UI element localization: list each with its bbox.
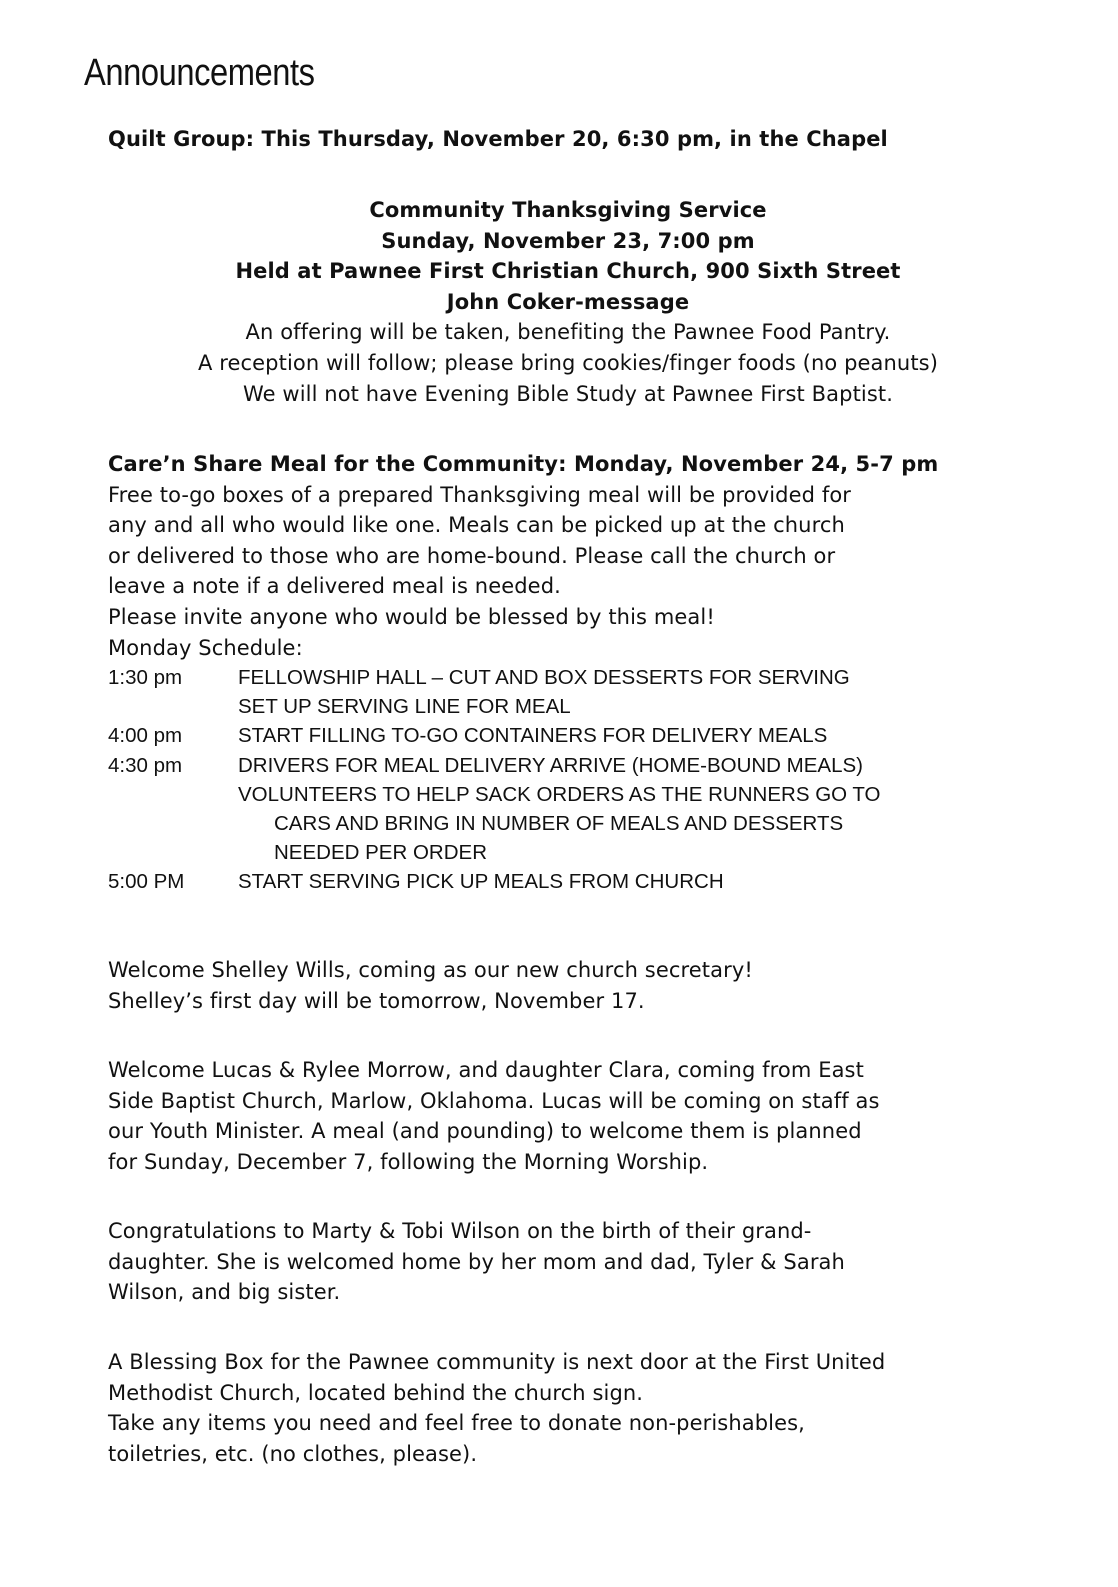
secretary-welcome-line: Welcome Shelley Wills, coming as our new church secretary! [108,958,753,982]
schedule-row [108,867,1028,896]
schedule-time: 4:30 pm [108,753,183,777]
schedule-tasks [238,751,1028,868]
caren-share-line: or delivered to those who are home-bound. Please call the church or [108,543,836,568]
thanksgiving-service-speaker: John Coker-message [446,289,690,314]
blessing-box-line: A Blessing Box for the Pawnee community is next door at the First United [108,1350,886,1374]
schedule-task: NEEDED PER ORDER [274,841,488,865]
thanksgiving-service-announcement [108,195,1028,409]
caren-share-line: leave a note if a delivered meal is needed. [108,574,561,599]
schedule-task: START SERVING PICK UP MEALS FROM CHURCH [238,870,724,894]
monday-schedule-label: Monday Schedule: [108,635,303,660]
wilson-congratulations-announcement [108,1216,1028,1308]
schedule-tasks [238,663,1028,721]
secretary-welcome-announcement [108,955,1028,1016]
schedule-tasks [238,721,1028,750]
schedule-task: CARS AND BRING IN NUMBER OF MEALS AND DESSERTS [274,812,844,836]
schedule-time: 5:00 PM [108,870,185,894]
schedule-task: FELLOWSHIP HALL – CUT AND BOX DESSERTS FOR SERVING [238,666,850,689]
wilson-congratulations-line: Congratulations to Marty & Tobi Wilson on the birth of their grand- [108,1219,812,1243]
schedule-task: SET UP SERVING LINE FOR MEAL [238,695,571,719]
caren-share-announcement [108,449,1028,663]
thanksgiving-service-date: Sunday, November 23, 7:00 pm [381,228,755,253]
thanksgiving-service-location: Held at Pawnee First Christian Church, 900 Sixth Street [235,259,901,284]
schedule-row [108,751,1028,868]
quilt-group-text: Quilt Group: This Thursday, November 20, 6:30 pm, in the Chapel [108,127,888,151]
caren-share-heading: Care’n Share Meal for the Community: Monday, November 24, 5-7 pm [108,452,939,476]
thanksgiving-service-title: Community Thanksgiving Service [369,198,767,222]
schedule-time: 1:30 pm [108,666,183,689]
caren-share-invite: Please invite anyone who would be blessed by this meal! [108,604,715,629]
caren-share-line: any and all who would like one. Meals can be picked up at the church [108,513,845,538]
page-title: Announcements [84,52,315,94]
schedule-tasks [238,867,1028,896]
schedule-task: DRIVERS FOR MEAL DELIVERY ARRIVE (HOME-BOUND MEALS) [238,753,863,777]
morrow-welcome-line: Side Baptist Church, Marlow, Oklahoma. Lucas will be coming on staff as [108,1088,880,1113]
blessing-box-line: Methodist Church, located behind the church sign. [108,1380,644,1405]
schedule-task: START FILLING TO-GO CONTAINERS FOR DELIVERY MEALS [238,724,828,748]
blessing-box-line: toiletries, etc. (no clothes, please). [108,1441,478,1466]
wilson-congratulations-line: daughter. She is welcomed home by her mom and dad, Tyler & Sarah [108,1249,845,1274]
morrow-welcome-line: our Youth Minister. A meal (and pounding) to welcome them is planned [108,1119,862,1144]
schedule-time: 4:00 pm [108,724,183,748]
quilt-group-announcement [108,124,1028,155]
blessing-box-announcement [108,1347,1028,1469]
thanksgiving-offering-note: An offering will be taken, benefiting the Pawnee Food Pantry. [245,320,891,345]
thanksgiving-bible-study-note: We will not have Evening Bible Study at Pawnee First Baptist. [243,381,893,406]
blessing-box-line: Take any items you need and feel free to donate non-perishables, [108,1411,805,1436]
thanksgiving-reception-note: A reception will follow; please bring cookies/finger foods (no peanuts) [197,350,938,375]
schedule-task: VOLUNTEERS TO HELP SACK ORDERS AS THE RUNNERS GO TO [238,782,881,806]
secretary-welcome-line: Shelley’s first day will be tomorrow, November 17. [108,988,645,1013]
morrow-welcome-line: for Sunday, December 7, following the Morning Worship. [108,1149,709,1174]
schedule-row [108,721,1028,750]
morrow-welcome-announcement [108,1055,1028,1177]
morrow-welcome-line: Welcome Lucas & Rylee Morrow, and daughter Clara, coming from East [108,1058,864,1082]
schedule-row [108,663,1028,721]
caren-share-line: Free to-go boxes of a prepared Thanksgiving meal will be provided for [108,482,852,507]
monday-schedule [108,663,1028,897]
wilson-congratulations-line: Wilson, and big sister. [108,1280,341,1305]
